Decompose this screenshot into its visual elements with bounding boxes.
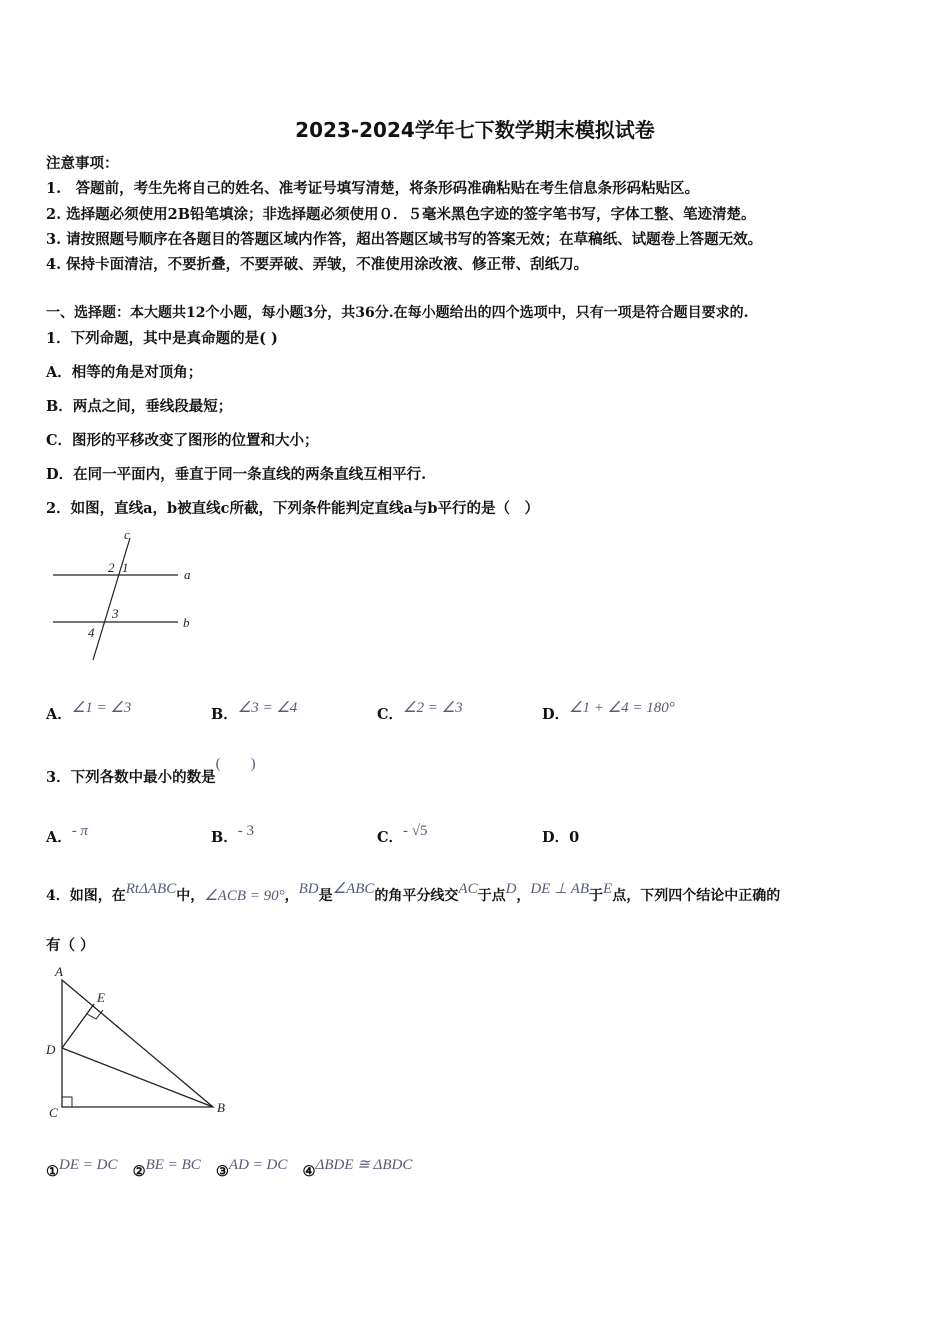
q1-option-c: C．图形的平移改变了图形的位置和大小； bbox=[46, 432, 319, 449]
text: ① bbox=[46, 1163, 59, 1180]
text: ∠3 = ∠4 bbox=[237, 700, 298, 716]
section-heading: 一、选择题：本大题共12个小题，每小题3分，共36分.在每小题给出的四个选项中，只有一项是符合题目要求的. bbox=[46, 305, 749, 321]
q2-option-b bbox=[211, 700, 298, 724]
q1-option-a: A．相等的角是对顶角； bbox=[46, 364, 203, 381]
text: ∠ACB = 90° bbox=[204, 888, 285, 904]
q2-stem: 2．如图，直线a，b被直线c所截，下列条件能判定直线a与b平行的是（ ） bbox=[46, 500, 539, 517]
notice-item: 4. 保持卡面清洁，不要折叠，不要弄破、弄皱，不准使用涂改液、修正带、刮纸刀。 bbox=[46, 256, 589, 273]
notice-item: 1. 答题前，考生先将自己的姓名、准考证号填写清楚，将条形码准确粘贴在考生信息条形码粘贴区。 bbox=[46, 180, 700, 197]
q1-option-b: B．两点之间，垂线段最短； bbox=[46, 398, 233, 415]
q3-option-b bbox=[211, 823, 255, 847]
text: A． bbox=[46, 706, 72, 723]
text: BE = BC bbox=[145, 1157, 201, 1173]
figure-line bbox=[62, 1097, 72, 1107]
q3-stem bbox=[46, 756, 256, 787]
text: 中， bbox=[176, 888, 205, 904]
text: A． bbox=[46, 829, 72, 846]
text: E bbox=[97, 990, 105, 1005]
text: B bbox=[217, 1100, 225, 1115]
text: ( ) bbox=[215, 756, 256, 772]
text: ∠1 + ∠4 = 180° bbox=[569, 700, 675, 716]
text: ∠1 = ∠3 bbox=[71, 700, 132, 716]
figure-line bbox=[93, 538, 130, 660]
q2-parallel-lines-figure bbox=[0, 525, 200, 665]
text: 0 bbox=[569, 829, 580, 846]
text: ④ bbox=[302, 1163, 316, 1180]
text: C bbox=[49, 1105, 58, 1120]
text: 于 bbox=[589, 888, 604, 904]
q4-stem bbox=[46, 881, 781, 905]
text: 3．下列各数中最小的数是 bbox=[46, 769, 216, 786]
q2-option-d bbox=[542, 700, 675, 724]
text: 3 bbox=[112, 606, 119, 621]
text: ， bbox=[284, 888, 299, 904]
text: C． bbox=[377, 829, 404, 846]
text: BD bbox=[298, 881, 319, 897]
text: 4 bbox=[88, 625, 95, 640]
text: DE ⊥ AB bbox=[530, 881, 590, 897]
text: D bbox=[505, 881, 517, 897]
text: ΔBDE ≅ ΔBDC bbox=[315, 1157, 413, 1173]
text: D． bbox=[542, 706, 570, 723]
notice-item: 3. 请按照题号顺序在各题目的答题区域内作答，超出答题区域书写的答案无效；在草稿纸、试题卷上答题无效。 bbox=[46, 231, 763, 248]
text: D bbox=[46, 1042, 56, 1057]
text: ∠2 = ∠3 bbox=[403, 700, 463, 716]
text: - π bbox=[71, 823, 89, 839]
text: ③ bbox=[215, 1163, 229, 1180]
q3-option-c bbox=[377, 823, 428, 847]
text: DE = DC bbox=[59, 1157, 118, 1173]
q2-option-a bbox=[46, 700, 132, 724]
text: ∠ABC bbox=[332, 881, 375, 897]
text: a bbox=[184, 567, 191, 582]
q4-triangle-figure bbox=[0, 960, 240, 1130]
text: 的角平分线交 bbox=[374, 888, 459, 904]
text: E bbox=[603, 881, 613, 897]
text: RtΔABC bbox=[125, 881, 177, 897]
figure-line bbox=[62, 1048, 213, 1107]
text: 2 bbox=[108, 560, 115, 575]
text: 点，下列四个结论中正确的 bbox=[612, 888, 781, 904]
text: 于点 bbox=[477, 888, 506, 904]
text: 4．如图，在 bbox=[46, 888, 126, 904]
q1-option-d: D．在同一平面内，垂直于同一条直线的两条直线互相平行. bbox=[46, 466, 427, 483]
notice-heading: 注意事项： bbox=[46, 155, 119, 172]
text: - √5 bbox=[403, 823, 428, 839]
q3-option-d bbox=[542, 826, 579, 847]
text: AD = DC bbox=[228, 1157, 288, 1173]
figure-line bbox=[62, 1004, 94, 1048]
q4-conclusions bbox=[46, 1157, 413, 1181]
notice-item: 2. 选择题必须使用2B铅笔填涂；非选择题必须使用０．５毫米黑色字迹的签字笔书写，字体工整、笔迹清楚。 bbox=[46, 206, 756, 223]
q1-stem: 1．下列命题，其中是真命题的是( ) bbox=[46, 330, 278, 347]
text: ② bbox=[132, 1163, 146, 1180]
q3-option-a bbox=[46, 823, 89, 847]
q2-option-c bbox=[377, 700, 463, 724]
text: b bbox=[183, 615, 190, 630]
text: 是 bbox=[318, 888, 333, 904]
text: C． bbox=[377, 706, 404, 723]
text: A bbox=[55, 964, 63, 979]
text: D． bbox=[542, 829, 570, 846]
text: ， bbox=[516, 888, 531, 904]
q4-stem-line2: 有（ ） bbox=[46, 937, 95, 954]
figure-line bbox=[62, 980, 213, 1107]
text: 1 bbox=[122, 560, 129, 575]
text: c bbox=[124, 527, 130, 542]
page-title: 2023-2024学年七下数学期末模拟试卷 bbox=[295, 118, 655, 142]
text: - 3 bbox=[237, 823, 255, 839]
text: B． bbox=[211, 829, 238, 846]
text: B． bbox=[211, 706, 238, 723]
text: AC bbox=[458, 881, 478, 897]
